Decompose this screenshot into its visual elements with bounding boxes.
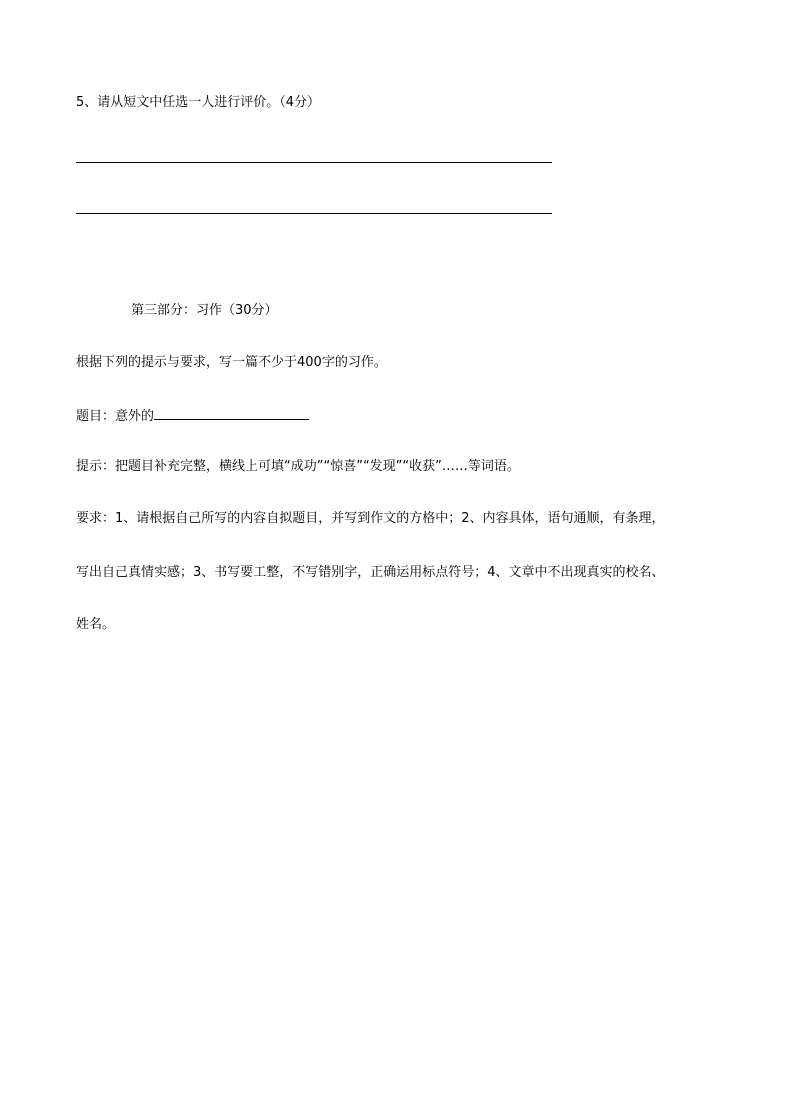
requirements-text-1: 要求：1、请根据自己所写的内容自拟题目，并写到作文的方格中；2、内容具体，语句通顺，有条理， [76,511,665,526]
answer-line-1[interactable] [76,162,552,163]
essay-title-line [76,406,309,426]
part3-instruction [76,354,387,372]
requirements-text-3: 姓名。 [76,617,116,632]
question-5-text: 5、请从短文中任选一人进行评价。（4分） [76,95,321,110]
essay-title-label: 题目：意外的 [76,409,155,424]
part3-heading-text: 第三部分：习作（30分） [131,303,278,318]
essay-title-blank[interactable] [154,406,309,420]
requirements-line-2 [76,564,665,582]
requirements-line-3 [76,616,115,634]
part3-heading [131,302,278,320]
answer-line-2[interactable] [76,213,552,214]
part3-instruction-text: 根据下列的提示与要求，写一篇不少于400字的习作。 [76,355,387,370]
requirements-line-1 [76,510,665,528]
hint-line [76,458,520,476]
hint-text: 提示：把题目补充完整，横线上可填“成功”“惊喜”“发现”“收获”……等词语。 [76,459,520,474]
requirements-text-2: 写出自己真情实感；3、书写要工整，不写错别字，正确运用标点符号；4、文章中不出现真实的校名、 [76,565,665,580]
question-5 [76,94,320,112]
